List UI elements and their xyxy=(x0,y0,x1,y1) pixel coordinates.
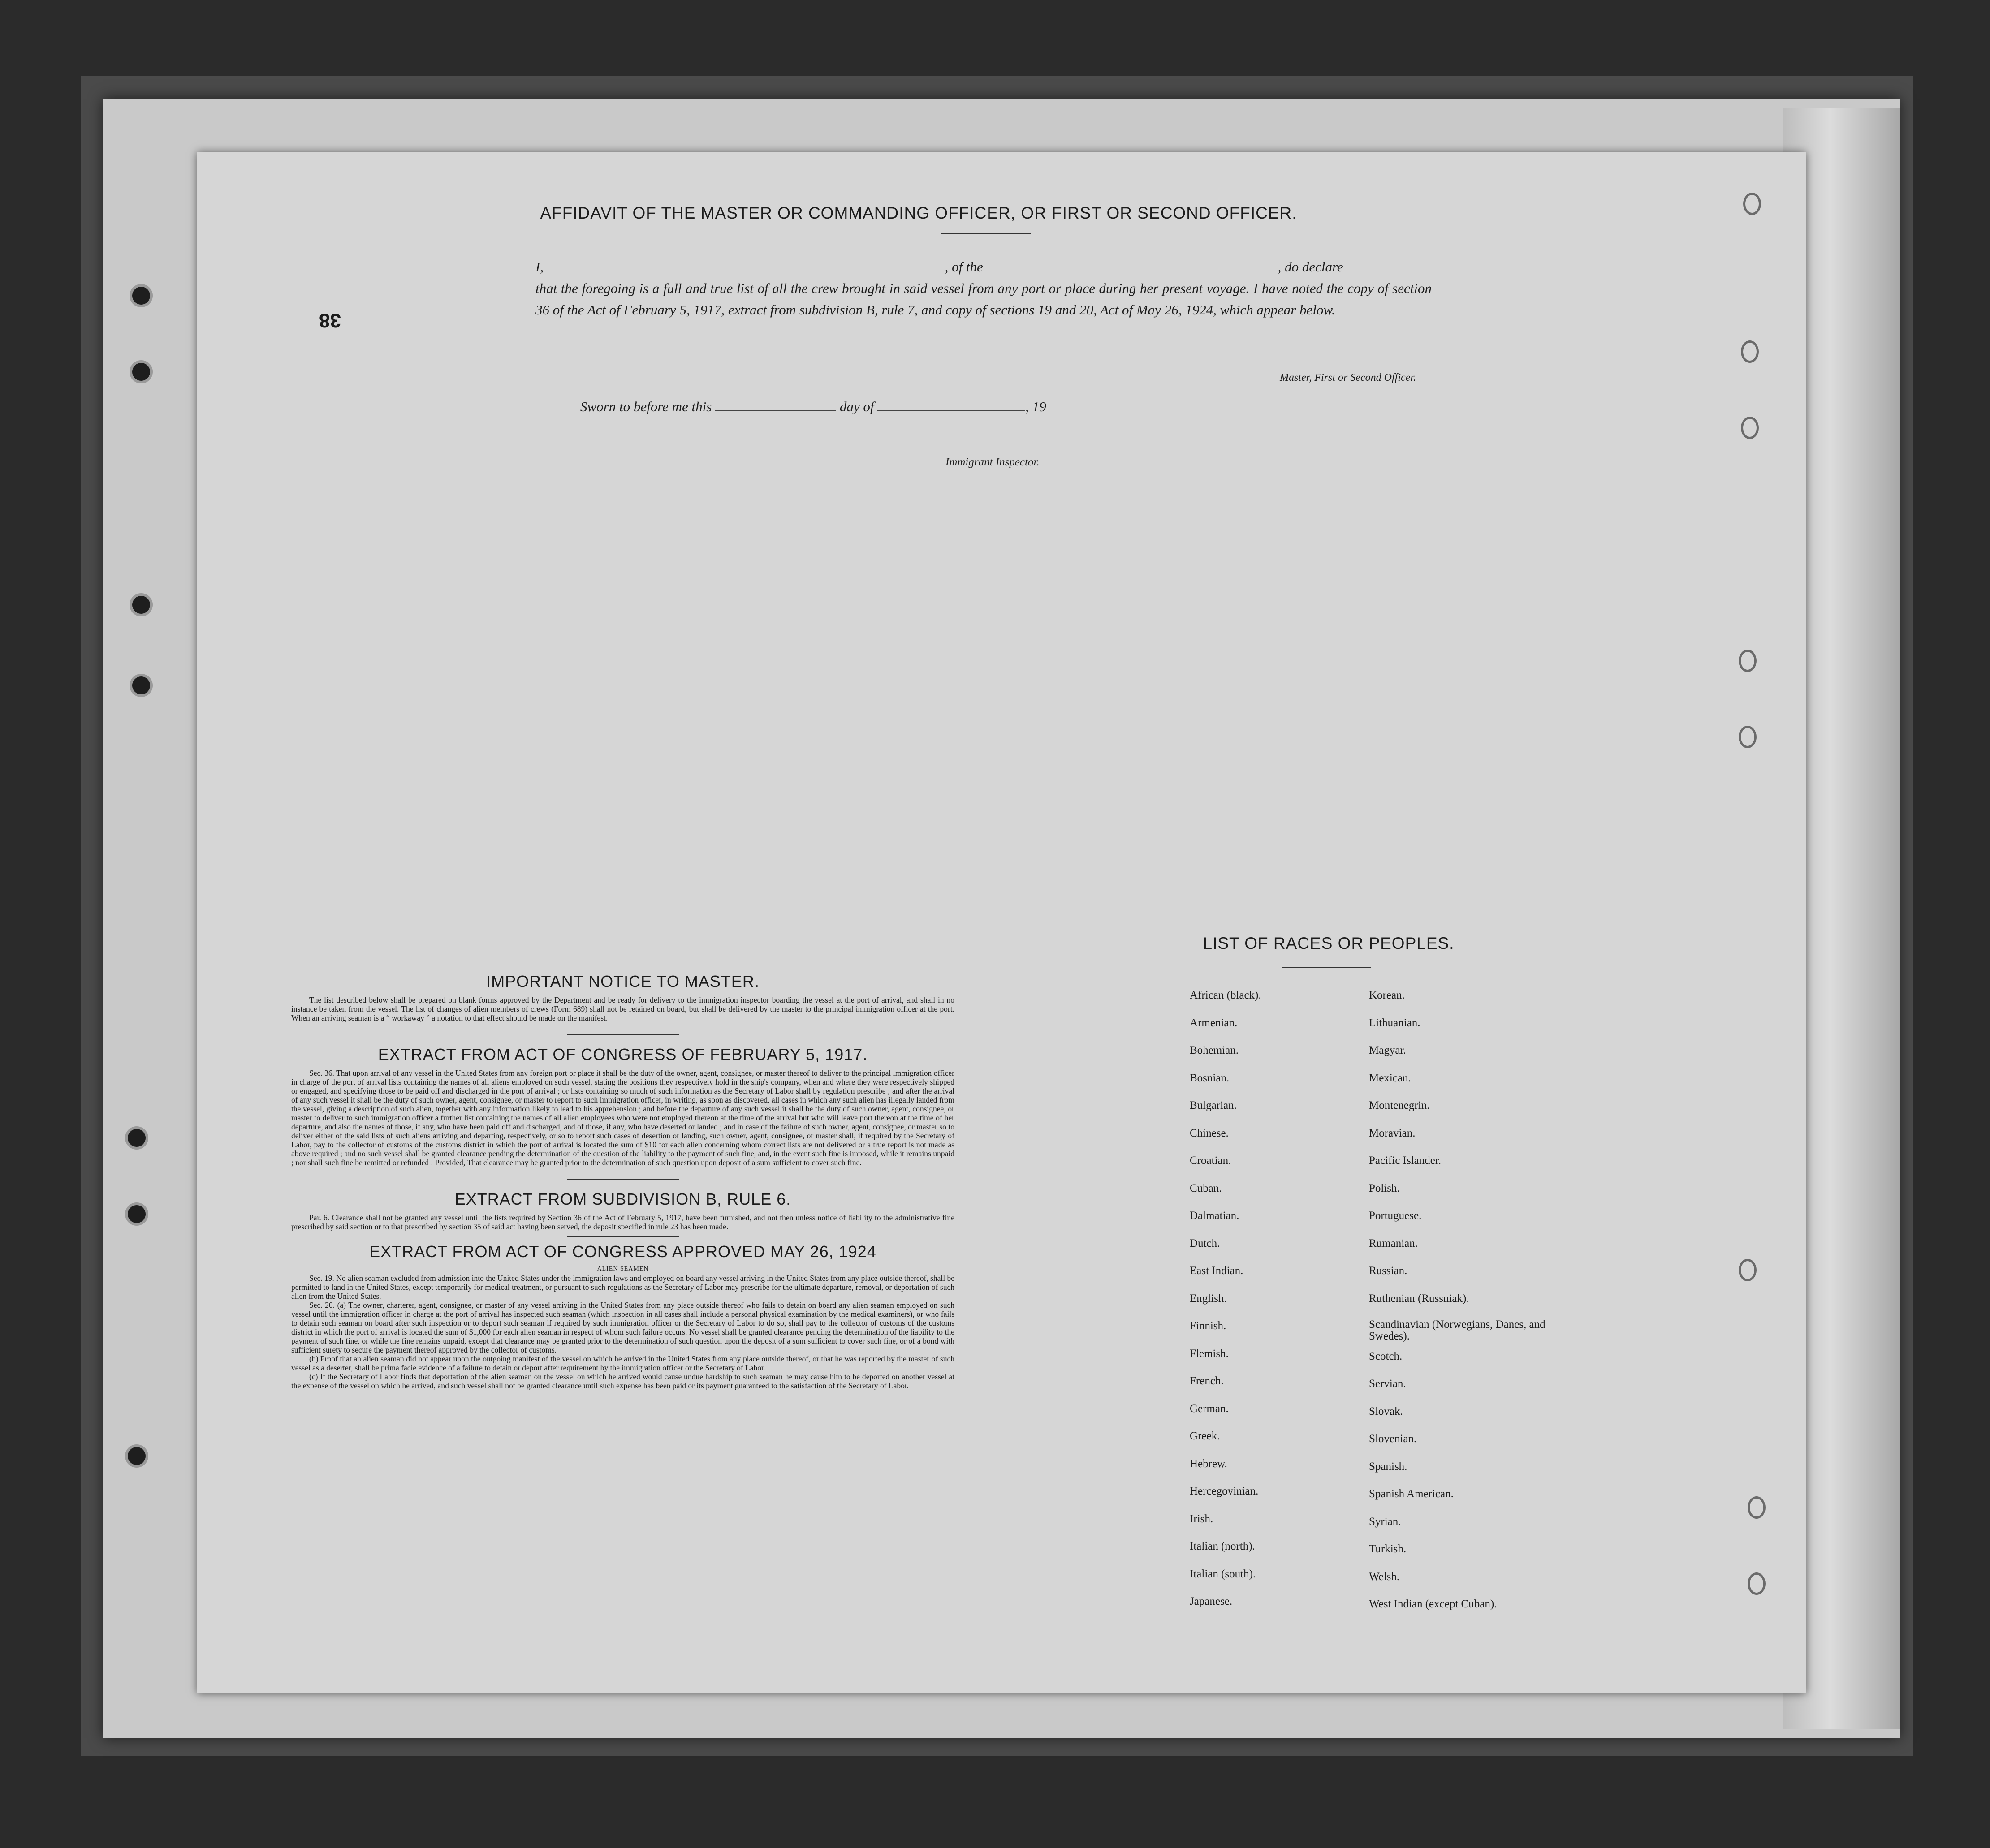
race-item: Mexican. xyxy=(1369,1072,1411,1084)
race-item: Syrian. xyxy=(1369,1515,1401,1528)
race-item: Cuban. xyxy=(1190,1182,1222,1194)
extract-rule6-text: Par. 6. Clearance shall not be granted any vessel until the lists required by Section 36 of the Act of February 5, 1917, have been furnished, and not then unless notice of liability to the administrative fine prescribed by said section or to that prescribed by section 35 of said act having been served, the deposit specified in rule 23 has been made. xyxy=(291,1213,954,1231)
race-item: Slovenian. xyxy=(1369,1433,1417,1445)
extract-rule6-title: EXTRACT FROM SUBDIVISION B, RULE 6. xyxy=(454,1190,791,1208)
race-item: Spanish. xyxy=(1369,1460,1407,1473)
race-item: Dalmatian. xyxy=(1190,1210,1239,1222)
i-label: I, xyxy=(535,259,544,275)
race-item: Scandinavian (Norwegians, Danes, and Swedes). xyxy=(1369,1318,1545,1342)
race-item: Ruthenian (Russniak). xyxy=(1369,1292,1469,1305)
race-item: Moravian. xyxy=(1369,1127,1416,1139)
name-field[interactable] xyxy=(547,259,941,271)
race-item: African (black). xyxy=(1190,989,1261,1001)
extract-1917-text: Sec. 36. That upon arrival of any vessel in the United States from any foreign port or place it shall be the duty of the owner, agent, consignee, or master thereof to deliver to the principal immigration officer in charge of the port of arrival lists containing the names of all aliens employed on such vessel, stating the positions they respectively hold in the ship's company, when and where they were respectively shipped or engaged, and specifying those to be paid off and discharged in the port of arrival ; or lists containing so much of such information as the Secretary of Labor shall by regulation prescribe ; and after the arrival of any such vessel it shall be the duty of such owner, agent, consignee, or master to report to such immigration officer, in writing, as soon as discovered, all cases in which any such alien has illegally landed from the vessel, giving a description of such alien, together with any information likely to lead to his apprehension ; and before the departure of any such vessel it shall be the duty of such owner, agent, consignee, or master to deliver to such immigration officer a further list containing the names of all alien employees who were not employed thereon at the time of the arrival but who will leave port thereon at the time of her departure, and also the names of those, if any, who have been paid off and discharged, and of those, if any, who have deserted or landed ; and in case of the failure of such owner, agent, consignee, or master so to deliver either of the said lists of such aliens arriving and departing, respectively, or so to report such cases of desertion or landing, such owner, agent, consignee, or master shall, if required by the Secretary of Labor, pay to the collector of customs of the customs district in which the port of arrival is located the sum of $10 for each alien concerning whom correct lists are not delivered or a true report is not made as above required ; and no such vessel shall be granted clearance pending the determination of the question of the liability to the payment of such fine, and, in the event such fine is imposed, while it remains unpaid ; nor shall such fine be remitted or refunded : Provided, That clearance may be granted prior to the determination of such question upon deposit of a sum sufficient to cover such fine. xyxy=(291,1068,954,1167)
ring-hole xyxy=(1741,340,1759,363)
race-item: West Indian (except Cuban). xyxy=(1369,1598,1497,1610)
page-number: 38 xyxy=(319,310,341,332)
title-underline xyxy=(941,233,1031,234)
of-the-label: , of the xyxy=(945,259,983,275)
race-item: Lithuanian. xyxy=(1369,1017,1420,1029)
race-item: Korean. xyxy=(1369,989,1405,1001)
race-item: Bosnian. xyxy=(1190,1072,1230,1084)
extract-1924-title: EXTRACT FROM ACT OF CONGRESS APPROVED MAY 26, 1924 xyxy=(369,1242,876,1261)
par-b-text: (b) Proof that an alien seaman did not appear upon the outgoing manifest of the vessel on which he arrived in the United States from any place outside thereof, or that he was reported by the master of such vessel as a deserter, shall be prima facie evidence of a failure to detain or deport after requirement by the immigration officer or the Secretary of Labor. xyxy=(291,1354,954,1372)
section-divider xyxy=(567,1179,679,1180)
punch-hole xyxy=(132,287,150,305)
day-of-label: day of xyxy=(839,399,874,414)
signature-label: Master, First or Second Officer. xyxy=(1280,372,1416,383)
race-item: Japanese. xyxy=(1190,1595,1233,1607)
ring-hole xyxy=(1739,726,1757,748)
month-field[interactable] xyxy=(877,399,1025,411)
race-item: Spanish American. xyxy=(1369,1488,1454,1500)
race-item: Scotch. xyxy=(1369,1350,1403,1362)
day-field[interactable] xyxy=(715,399,836,411)
race-item: Hercegovinian. xyxy=(1190,1485,1259,1497)
declare-label: , do declare xyxy=(1278,259,1343,275)
race-item: French. xyxy=(1190,1375,1224,1387)
notice-title: IMPORTANT NOTICE TO MASTER. xyxy=(486,972,760,991)
race-item: Italian (south). xyxy=(1190,1568,1256,1580)
par-c-text: (c) If the Secretary of Labor finds that deportation of the alien seaman on the vessel on which he arrived would cause undue hardship to such seaman he may cause him to be deported on another vessel at the expense of the vessel on which he arrived, and such vessel shall not be granted clearance until such expense has been paid or its payment guaranteed to the satisfaction of the Secretary of Labor. xyxy=(291,1372,954,1390)
race-item: Slovak. xyxy=(1369,1405,1403,1417)
race-item: Turkish. xyxy=(1369,1543,1407,1555)
ring-hole xyxy=(1741,417,1759,439)
ring-hole xyxy=(1739,650,1757,672)
race-item: English. xyxy=(1190,1292,1227,1305)
race-item: Chinese. xyxy=(1190,1127,1229,1139)
year-label: , 19 xyxy=(1025,399,1046,414)
inspector-label: Immigrant Inspector. xyxy=(945,456,1040,468)
race-item: Irish. xyxy=(1190,1512,1213,1525)
races-title: LIST OF RACES OR PEOPLES. xyxy=(1203,934,1455,952)
extract-1924-subtitle: ALIEN SEAMEN xyxy=(597,1266,649,1272)
ring-hole xyxy=(1748,1496,1766,1519)
race-item: East Indian. xyxy=(1190,1265,1243,1277)
extract-1917-title: EXTRACT FROM ACT OF CONGRESS OF FEBRUARY 5, 1917. xyxy=(378,1045,868,1064)
race-item: German. xyxy=(1190,1402,1229,1415)
section-divider xyxy=(567,1034,679,1035)
race-item: Pacific Islander. xyxy=(1369,1154,1442,1167)
affidavit-title: AFFIDAVIT OF THE MASTER OR COMMANDING OFFICER, OR FIRST OR SECOND OFFICER. xyxy=(540,204,1297,222)
race-item: Dutch. xyxy=(1190,1237,1220,1249)
punch-hole xyxy=(128,1447,146,1465)
race-item: Bohemian. xyxy=(1190,1044,1239,1056)
sworn-prefix: Sworn to before me this xyxy=(580,399,712,414)
affidavit-text: that the foregoing is a full and true list of all the crew brought in said vessel from any port or place during her present voyage. I have noted the copy of section 36 of the Act of February 5, 1917, extract from subdivision B, rule 7, and copy of sections 19 and 20, Act of May 26, 1924, which appear below. xyxy=(535,280,1432,318)
ring-hole xyxy=(1743,193,1761,215)
race-item: Finnish. xyxy=(1190,1320,1226,1332)
races-right-column xyxy=(1369,986,1557,1622)
race-item: Croatian. xyxy=(1190,1154,1231,1167)
races-underline xyxy=(1282,967,1371,968)
document-page xyxy=(197,152,1806,1693)
race-item: Armenian. xyxy=(1190,1017,1238,1029)
race-item: Magyar. xyxy=(1369,1044,1406,1056)
race-item: Russian. xyxy=(1369,1265,1407,1277)
sec-19-text: Sec. 19. No alien seaman excluded from admission into the United States under the immigration laws and employed on board any vessel arriving in the United States from any place outside thereof, shall be permitted to land in the United States, except temporarily for medical treatment, or pursuant to such regulations as the Secretary of Labor may prescribe for the ultimate departure, removal, or deportation of such alien from the United States. xyxy=(291,1274,954,1301)
race-item: Montenegrin. xyxy=(1369,1099,1430,1111)
notices-column xyxy=(291,972,954,1390)
race-item: Portuguese. xyxy=(1369,1210,1422,1222)
race-item: Flemish. xyxy=(1190,1347,1229,1360)
race-item: Polish. xyxy=(1369,1182,1400,1194)
punch-hole xyxy=(132,676,150,694)
race-item: Hebrew. xyxy=(1190,1457,1227,1470)
vessel-field[interactable] xyxy=(987,259,1278,271)
races-left-column xyxy=(1190,986,1351,1620)
ring-hole xyxy=(1739,1259,1757,1281)
ring-hole xyxy=(1748,1572,1766,1595)
punch-hole xyxy=(132,363,150,381)
sec-20-text: Sec. 20. (a) The owner, charterer, agent, consignee, or master of any vessel arriving in the United States from any place outside thereof who fails to detain on board any alien seaman employed on such vessel until the immigration officer in charge at the port of arrival has inspected such seaman (which inspection in all cases shall include a personal physical examination by the medical examiners), or who fails to detain such seaman on board after such inspection or to deport such seaman if required by such immigration officer or the Secretary of Labor to do so, shall pay to the collector of customs of the customs district in which the port of arrival is located the sum of $1,000 for each alien seaman in respect of whom such failure occurs. No vessel shall be granted clearance pending the determination of the liability to the payment of such fine, or while the fine remains unpaid, except that clearance may be granted prior to the determination of such question upon the deposit of a sum sufficient to cover such fine, or of a bond with sufficient surety to secure the payment thereof approved by the collector of customs. xyxy=(291,1301,954,1354)
notice-text: The list described below shall be prepared on blank forms approved by the Department and be ready for delivery to the immigration inspector boarding the vessel at the port of arrival, and shall in no instance be taken from the vessel. The list of changes of alien members of crews (Form 689) shall not be retained on board, but shall be delivered by the master to the principal immigration officer at the port. When an arriving seaman is a “ workaway ” a notation to that effect should be made on the manifest. xyxy=(291,995,954,1022)
race-item: Bulgarian. xyxy=(1190,1099,1237,1111)
race-item: Servian. xyxy=(1369,1378,1406,1390)
punch-hole xyxy=(128,1129,146,1147)
race-item: Rumanian. xyxy=(1369,1237,1418,1249)
race-item: Welsh. xyxy=(1369,1570,1400,1583)
sworn-statement xyxy=(580,399,1046,415)
race-item: Italian (north). xyxy=(1190,1540,1255,1552)
punch-hole xyxy=(128,1205,146,1223)
affidavit-body xyxy=(535,256,1432,321)
section-divider xyxy=(567,1236,679,1237)
punch-hole xyxy=(132,596,150,614)
race-item: Greek. xyxy=(1190,1430,1220,1442)
